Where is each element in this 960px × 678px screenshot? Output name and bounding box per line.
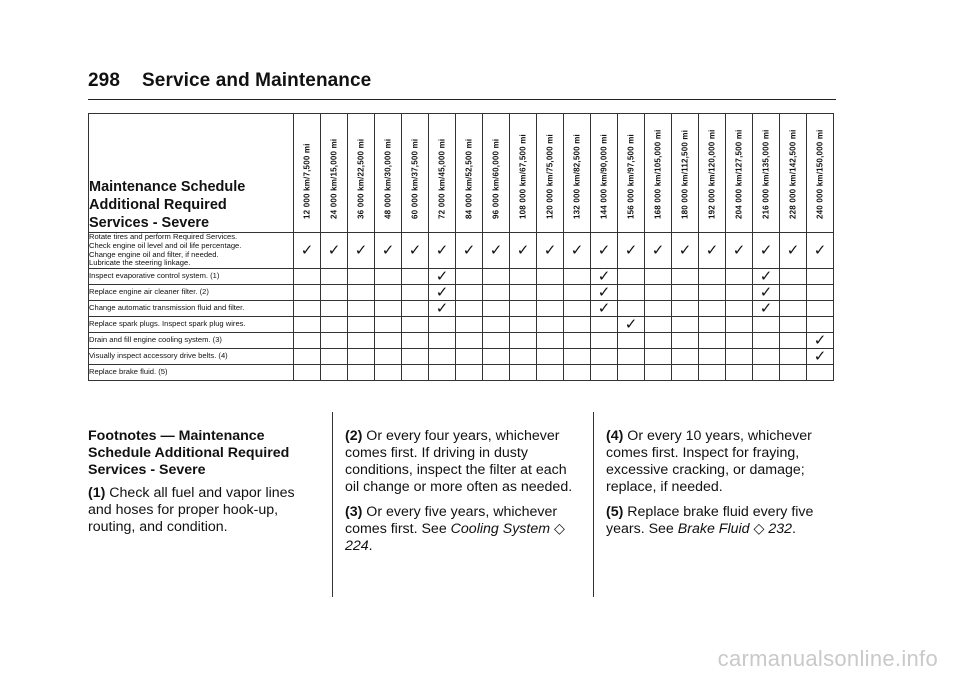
empty-cell — [510, 365, 537, 381]
page-ref-arrow-icon: ◇ — [753, 521, 765, 537]
interval-header — [456, 114, 483, 233]
schedule-heading — [89, 114, 294, 233]
footnote-number: (3) — [345, 504, 363, 520]
footnotes-title — [88, 428, 312, 479]
service-description — [89, 317, 294, 333]
interval-header — [726, 114, 753, 233]
empty-cell — [294, 365, 321, 381]
empty-cell — [564, 333, 591, 349]
empty-cell — [483, 301, 510, 317]
empty-cell — [348, 333, 375, 349]
service-description — [89, 333, 294, 349]
footnote-number: (5) — [606, 504, 624, 520]
empty-cell — [672, 269, 699, 285]
empty-cell — [726, 317, 753, 333]
footnotes-title-line: Services - Severe — [88, 462, 206, 478]
check-icon: ✓ — [591, 233, 618, 269]
page-header — [88, 70, 371, 92]
empty-cell — [618, 285, 645, 301]
check-icon: ✓ — [753, 285, 780, 301]
interval-header — [807, 114, 834, 233]
interval-header — [375, 114, 402, 233]
page-number: 298 — [88, 70, 121, 91]
empty-cell — [510, 301, 537, 317]
empty-cell — [537, 365, 564, 381]
interval-label: 180 000 km/112,500 mi — [680, 129, 690, 219]
empty-cell — [537, 349, 564, 365]
empty-cell — [321, 269, 348, 285]
empty-cell — [780, 365, 807, 381]
empty-cell — [402, 333, 429, 349]
empty-cell — [807, 317, 834, 333]
interval-header — [321, 114, 348, 233]
footnote-text: Replace brake fluid every five years. See — [606, 504, 814, 537]
service-line: Inspect evaporative control system. (1) — [89, 271, 220, 281]
empty-cell — [726, 349, 753, 365]
interval-label: 216 000 km/135,000 mi — [761, 129, 771, 219]
footnote-number: (2) — [345, 428, 363, 444]
interval-label: 192 000 km/120,000 mi — [707, 129, 717, 219]
empty-cell — [402, 269, 429, 285]
empty-cell — [348, 317, 375, 333]
empty-cell — [807, 285, 834, 301]
empty-cell — [483, 285, 510, 301]
check-icon: ✓ — [456, 233, 483, 269]
footnotes-column-3 — [606, 412, 836, 546]
empty-cell — [672, 333, 699, 349]
empty-cell — [618, 365, 645, 381]
empty-cell — [591, 349, 618, 365]
check-icon: ✓ — [402, 233, 429, 269]
empty-cell — [375, 349, 402, 365]
schedule-heading-line: Services - Severe — [89, 215, 210, 231]
service-line: Check engine oil level and oil life percentage. — [89, 240, 242, 250]
empty-cell — [807, 365, 834, 381]
empty-cell — [294, 349, 321, 365]
empty-cell — [807, 301, 834, 317]
empty-cell — [780, 301, 807, 317]
empty-cell — [672, 365, 699, 381]
footnote-3 — [345, 504, 581, 555]
empty-cell — [294, 317, 321, 333]
empty-cell — [726, 365, 753, 381]
column-divider — [593, 412, 594, 597]
check-icon: ✓ — [294, 233, 321, 269]
check-icon: ✓ — [348, 233, 375, 269]
interval-label: 60 000 km/37,500 mi — [410, 138, 420, 219]
table-row — [89, 333, 834, 349]
check-icon: ✓ — [483, 233, 510, 269]
empty-cell — [753, 317, 780, 333]
empty-cell — [645, 269, 672, 285]
service-description — [89, 285, 294, 301]
check-icon: ✓ — [618, 233, 645, 269]
empty-cell — [618, 349, 645, 365]
service-line: Replace spark plugs. Inspect spark plug wires. — [89, 319, 246, 329]
empty-cell — [483, 317, 510, 333]
empty-cell — [294, 333, 321, 349]
empty-cell — [780, 285, 807, 301]
empty-cell — [618, 269, 645, 285]
footnote-2 — [345, 428, 581, 496]
empty-cell — [294, 285, 321, 301]
service-line: Replace engine air cleaner filter. (2) — [89, 287, 209, 297]
footnote-end: . — [368, 538, 373, 554]
brake-fluid-link[interactable]: Brake Fluid — [677, 521, 750, 537]
empty-cell — [429, 333, 456, 349]
interval-label: 48 000 km/30,000 mi — [383, 138, 393, 219]
footnote-1 — [88, 485, 312, 536]
empty-cell — [510, 285, 537, 301]
page-ref[interactable]: 224 — [345, 538, 369, 554]
empty-cell — [780, 317, 807, 333]
interval-label: 156 000 km/97,500 mi — [626, 134, 636, 219]
maintenance-schedule-table — [88, 113, 834, 381]
check-icon: ✓ — [429, 301, 456, 317]
empty-cell — [564, 317, 591, 333]
schedule-body — [89, 233, 834, 381]
empty-cell — [645, 349, 672, 365]
empty-cell — [402, 285, 429, 301]
table-row — [89, 317, 834, 333]
empty-cell — [375, 269, 402, 285]
interval-label: 108 000 km/67,500 mi — [518, 134, 528, 219]
interval-header — [618, 114, 645, 233]
empty-cell — [753, 365, 780, 381]
empty-cell — [699, 365, 726, 381]
interval-label: 72 000 km/45,000 mi — [437, 138, 447, 219]
service-line: Drain and fill engine cooling system. (3) — [89, 335, 222, 345]
empty-cell — [483, 365, 510, 381]
service-description — [89, 233, 294, 269]
interval-label: 132 000 km/82,500 mi — [572, 134, 582, 219]
check-icon: ✓ — [618, 317, 645, 333]
empty-cell — [483, 333, 510, 349]
empty-cell — [483, 349, 510, 365]
check-icon: ✓ — [510, 233, 537, 269]
interval-header — [645, 114, 672, 233]
empty-cell — [321, 349, 348, 365]
empty-cell — [537, 269, 564, 285]
footnote-5 — [606, 504, 836, 538]
check-icon: ✓ — [321, 233, 348, 269]
empty-cell — [348, 301, 375, 317]
table-row — [89, 285, 834, 301]
check-icon: ✓ — [375, 233, 402, 269]
service-description — [89, 269, 294, 285]
empty-cell — [348, 269, 375, 285]
empty-cell — [348, 365, 375, 381]
empty-cell — [510, 317, 537, 333]
empty-cell — [699, 269, 726, 285]
interval-header — [537, 114, 564, 233]
empty-cell — [294, 269, 321, 285]
table-row — [89, 365, 834, 381]
empty-cell — [672, 349, 699, 365]
empty-cell — [456, 301, 483, 317]
empty-cell — [699, 317, 726, 333]
empty-cell — [375, 301, 402, 317]
empty-cell — [348, 285, 375, 301]
table-row — [89, 349, 834, 365]
empty-cell — [321, 317, 348, 333]
footnote-text: Check all fuel and vapor lines and hoses for proper hook-up, routing, and condition. — [88, 485, 295, 535]
empty-cell — [375, 365, 402, 381]
interval-label: 96 000 km/60,000 mi — [491, 138, 501, 219]
interval-label: 84 000 km/52,500 mi — [464, 138, 474, 219]
empty-cell — [726, 269, 753, 285]
empty-cell — [510, 349, 537, 365]
cooling-system-link[interactable]: Cooling System — [450, 521, 551, 537]
empty-cell — [564, 285, 591, 301]
empty-cell — [780, 333, 807, 349]
empty-cell — [618, 301, 645, 317]
empty-cell — [564, 269, 591, 285]
check-icon: ✓ — [807, 333, 834, 349]
interval-label: 24 000 km/15,000 mi — [329, 138, 339, 219]
interval-label: 168 000 km/105,000 mi — [653, 129, 663, 219]
empty-cell — [321, 285, 348, 301]
footnote-end: . — [792, 521, 796, 537]
interval-label: 204 000 km/127,500 mi — [734, 129, 744, 219]
table-row — [89, 269, 834, 285]
service-description — [89, 349, 294, 365]
service-line: Change automatic transmission fluid and filter. — [89, 303, 245, 313]
empty-cell — [402, 301, 429, 317]
check-icon: ✓ — [807, 233, 834, 269]
page-title: Service and Maintenance — [142, 70, 372, 91]
empty-cell — [537, 301, 564, 317]
check-icon: ✓ — [429, 285, 456, 301]
empty-cell — [321, 365, 348, 381]
interval-label: 36 000 km/22,500 mi — [356, 138, 366, 219]
empty-cell — [591, 317, 618, 333]
check-icon: ✓ — [780, 233, 807, 269]
service-line: Rotate tires and perform Required Services. — [89, 232, 238, 241]
empty-cell — [456, 285, 483, 301]
interval-header — [348, 114, 375, 233]
service-line: Replace brake fluid. (5) — [89, 367, 168, 377]
interval-label: 144 000 km/90,000 mi — [599, 134, 609, 219]
empty-cell — [510, 333, 537, 349]
page-ref-arrow-icon: ◇ — [553, 521, 565, 537]
empty-cell — [456, 349, 483, 365]
empty-cell — [753, 349, 780, 365]
interval-label: 120 000 km/75,000 mi — [545, 134, 555, 219]
check-icon: ✓ — [591, 301, 618, 317]
schedule-heading-line: Additional Required — [89, 197, 227, 213]
interval-header — [699, 114, 726, 233]
empty-cell — [402, 365, 429, 381]
footnote-4 — [606, 428, 836, 496]
empty-cell — [375, 333, 402, 349]
check-icon: ✓ — [753, 233, 780, 269]
empty-cell — [564, 301, 591, 317]
check-icon: ✓ — [807, 349, 834, 365]
footnote-text: Or every five years, whichever comes first. See — [345, 504, 558, 537]
empty-cell — [564, 349, 591, 365]
empty-cell — [537, 333, 564, 349]
empty-cell — [699, 285, 726, 301]
interval-header — [402, 114, 429, 233]
empty-cell — [726, 333, 753, 349]
empty-cell — [429, 349, 456, 365]
empty-cell — [456, 269, 483, 285]
empty-cell — [780, 349, 807, 365]
service-description — [89, 365, 294, 381]
service-line: Change engine oil and filter, if needed. — [89, 249, 219, 259]
interval-label: 240 000 km/150,000 mi — [815, 129, 825, 219]
check-icon: ✓ — [672, 233, 699, 269]
empty-cell — [402, 317, 429, 333]
empty-cell — [456, 333, 483, 349]
interval-header-row — [89, 114, 834, 233]
watermark: carmanualsonline.info — [717, 646, 938, 671]
service-description — [89, 301, 294, 317]
empty-cell — [807, 269, 834, 285]
empty-cell — [483, 269, 510, 285]
check-icon: ✓ — [429, 269, 456, 285]
header-rule — [88, 99, 836, 100]
empty-cell — [699, 349, 726, 365]
empty-cell — [456, 365, 483, 381]
footnote-number: (4) — [606, 428, 624, 444]
empty-cell — [645, 301, 672, 317]
empty-cell — [321, 333, 348, 349]
check-icon: ✓ — [699, 233, 726, 269]
empty-cell — [456, 317, 483, 333]
check-icon: ✓ — [726, 233, 753, 269]
empty-cell — [537, 317, 564, 333]
empty-cell — [645, 365, 672, 381]
check-icon: ✓ — [537, 233, 564, 269]
service-line: Lubricate the steering linkage. — [89, 258, 191, 268]
check-icon: ✓ — [429, 233, 456, 269]
footnotes-column-1 — [88, 412, 312, 544]
interval-label: 12 000 km/7,500 mi — [302, 143, 312, 219]
empty-cell — [375, 285, 402, 301]
empty-cell — [402, 349, 429, 365]
schedule-heading-line: Maintenance Schedule — [89, 179, 246, 195]
empty-cell — [294, 301, 321, 317]
table-row — [89, 233, 834, 269]
empty-cell — [591, 333, 618, 349]
empty-cell — [429, 317, 456, 333]
empty-cell — [672, 301, 699, 317]
interval-header — [510, 114, 537, 233]
check-icon: ✓ — [591, 269, 618, 285]
empty-cell — [348, 349, 375, 365]
empty-cell — [429, 365, 456, 381]
empty-cell — [699, 333, 726, 349]
footnotes-column-2 — [345, 412, 581, 563]
column-divider — [332, 412, 333, 597]
empty-cell — [564, 365, 591, 381]
empty-cell — [618, 333, 645, 349]
empty-cell — [591, 365, 618, 381]
empty-cell — [645, 317, 672, 333]
page-ref[interactable]: 232 — [768, 521, 793, 537]
check-icon: ✓ — [591, 285, 618, 301]
check-icon: ✓ — [645, 233, 672, 269]
footnote-text: Or every four years, whichever comes first. If driving in dusty conditions, inspect the filter at each oil change or more often as needed. — [345, 428, 573, 495]
interval-label: 228 000 km/142,500 mi — [788, 129, 798, 219]
footnotes-title-line: Schedule Additional Required — [88, 445, 290, 461]
empty-cell — [375, 317, 402, 333]
interval-header — [672, 114, 699, 233]
service-line: Visually inspect accessory drive belts. (4) — [89, 351, 228, 361]
footnote-text: Or every 10 years, whichever comes first. Inspect for fraying, excessive cracking, or damage; replace, if needed. — [606, 428, 812, 495]
empty-cell — [510, 269, 537, 285]
interval-header — [780, 114, 807, 233]
empty-cell — [645, 285, 672, 301]
check-icon: ✓ — [753, 301, 780, 317]
empty-cell — [321, 301, 348, 317]
interval-header — [591, 114, 618, 233]
empty-cell — [672, 285, 699, 301]
check-icon: ✓ — [564, 233, 591, 269]
check-icon: ✓ — [753, 269, 780, 285]
interval-header — [483, 114, 510, 233]
interval-header — [753, 114, 780, 233]
empty-cell — [753, 333, 780, 349]
interval-header — [564, 114, 591, 233]
empty-cell — [672, 317, 699, 333]
empty-cell — [537, 285, 564, 301]
empty-cell — [645, 333, 672, 349]
table-row — [89, 301, 834, 317]
empty-cell — [726, 285, 753, 301]
interval-header — [429, 114, 456, 233]
empty-cell — [726, 301, 753, 317]
empty-cell — [780, 269, 807, 285]
interval-header — [294, 114, 321, 233]
empty-cell — [699, 301, 726, 317]
footnote-number: (1) — [88, 485, 106, 501]
footnotes-title-line: Footnotes — Maintenance — [88, 428, 265, 444]
